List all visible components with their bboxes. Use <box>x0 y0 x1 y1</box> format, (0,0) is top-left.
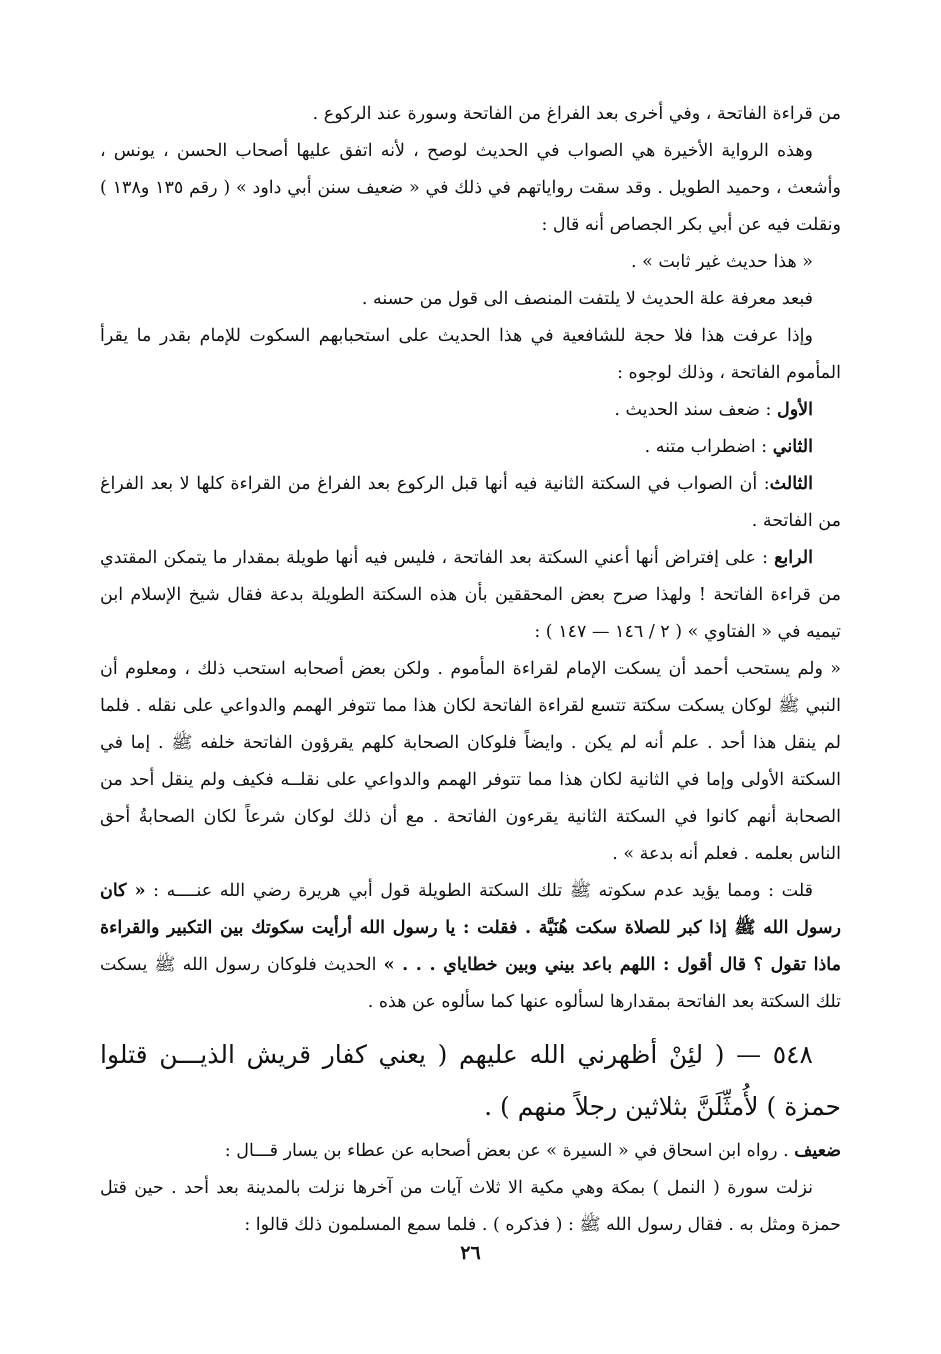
reason-second <box>100 429 841 466</box>
reason-third <box>100 466 841 540</box>
hadith-heading <box>100 1029 841 1133</box>
author-comment <box>100 873 841 1021</box>
paragraph: وإذا عرفت هذا فلا حجة للشافعية في هذا الحديث على استحبابهم السكوت للإمام بقدر ما يقرأ المأموم الفاتحة ، وذلك لوجوه : <box>100 326 841 383</box>
reason-first <box>100 392 841 429</box>
grading-line <box>100 1133 841 1170</box>
paragraph: نزلت سورة ( النمل ) بمكة وهي مكية الا ثلاث آيات من آخرها نزلت بالمدينة بعد أحد . حين قتل حمزة ومثل به . فقال رسول الله ﷺ : ( فذكره ) . فلما سمع المسلمون ذلك قالوا : <box>100 1178 841 1235</box>
reason-text: : اضطراب متنه . <box>644 437 773 457</box>
paragraph: وهذه الرواية الأخيرة هي الصواب في الحديث لوصح ، لأنه اتفق عليها أصحاب الحسن ، يونس ، وأشعث ، وحميد الطويل . وقد سقت رواياتهم في ذلك في « ضعيف سنن أبي داود » ( رقم ١٣٥ و١٣٨ ) ونقلت فيه عن أبي بكر الجصاص أنه قال : <box>100 141 841 235</box>
reason-fourth <box>100 540 841 651</box>
page-body <box>100 96 841 1021</box>
paragraph: فبعد معرفة علة الحديث لا يلتفت المنصف الى قول من حسنه . <box>361 289 813 309</box>
reason-label: الرابع <box>774 548 813 568</box>
reason-label: الأول <box>776 400 813 420</box>
reason-text: : أن الصواب في السكتة الثانية فيه أنها قبل الركوع بعد الفراغ من القراءة كلها لا بعد الفراغ من الفاتحة . <box>100 474 841 531</box>
hadith-548: ٥٤٨ — ( لئِنْ أظهرني الله عليهم ( يعني كفار قريش الذيـــن قتلوا حمزة ) لأُمثِّلَنَّ بثلاثين رجلاً منهم ) . <box>100 1040 841 1121</box>
abu-hurayrah-hadith: « كان رسول الله ﷺ إذا كبر للصلاة سكت هُنَيَّة . فقلت : يا رسول الله أرأيت سكوتك بين التكبير والقراءة ماذا تقول ؟ قال أقول : اللهم باعد بيني وبين خطاياي . . . » <box>100 881 842 975</box>
reason-text: : ضعف سند الحديث . <box>614 400 777 420</box>
quote-line: « هذا حديث غير ثابت » . <box>630 252 813 272</box>
comment-conclusion: الحديث فلوكان رسول الله ﷺ يسكت تلك السكتة بعد الفاتحة بمقدارها لسألوه عنها كما سألوه عن هذه . <box>100 955 841 1012</box>
paragraph: من قراءة الفاتحة ، وفي أخرى بعد الفراغ من الفاتحة وسورة عند الركوع . <box>312 104 841 124</box>
reason-text: : على إفتراض أنها أعني السكتة بعد الفاتحة ، فليس فيه أنها طويلة بمقدار ما يتمكن المقتدي من قراءة الفاتحة ! ولهذا صرح بعض المحققين بأن هذه السكتة الطويلة بدعة فقال شيخ الإسلام ابن تيميه في « الفتاوي » ( ٢ / ١٤٦ — ١٤٧ ) : <box>100 548 841 642</box>
grading-text: . رواه ابن اسحاق في « السيرة » عن بعض أصحابه عن عطاء بن يسار قـــال : <box>224 1141 795 1161</box>
grading-label: ضعيف <box>794 1141 841 1161</box>
page-number: ٢٦ <box>460 1242 481 1264</box>
reason-label: الثاني <box>772 437 813 457</box>
comment-intro: قلت : ومما يؤيد عدم سكوته ﷺ تلك السكتة الطويلة قول أبي هريرة رضي الله عنــــه : <box>153 881 813 901</box>
hadith-commentary <box>100 1133 841 1244</box>
ibn-taymiyyah-quote: « ولم يستحب أحمد أن يسكت الإمام لقراءة المأموم . ولكن بعض أصحابه استحب ذلك ، ومعلوم أن النبي ﷺ لوكان يسكت سكتة تتسع لقراءة الفاتحة لكان هذا مما تتوفر الهمم والدواعي على نقله . فلما لم ينقل هذا أحد . علم أنه لم يكن . وايضاً فلوكان الصحابة كلهم يقرؤون الفاتحة خلفه ﷺ . إما في السكتة الأولى وإما في الثانية لكان هذا مما تتوفر الهمم والدواعي على نقلــه فكيف ولم ينقل أحد من الصحابة أنهم كانوا في السكتة الثانية يقرءون الفاتحة . مع أن ذلك لوكان شرعاً لكان الصحابةُ أحق الناس بعلمه . فعلم أنه بدعة » . <box>100 659 841 864</box>
reason-label: الثالث <box>769 474 813 494</box>
